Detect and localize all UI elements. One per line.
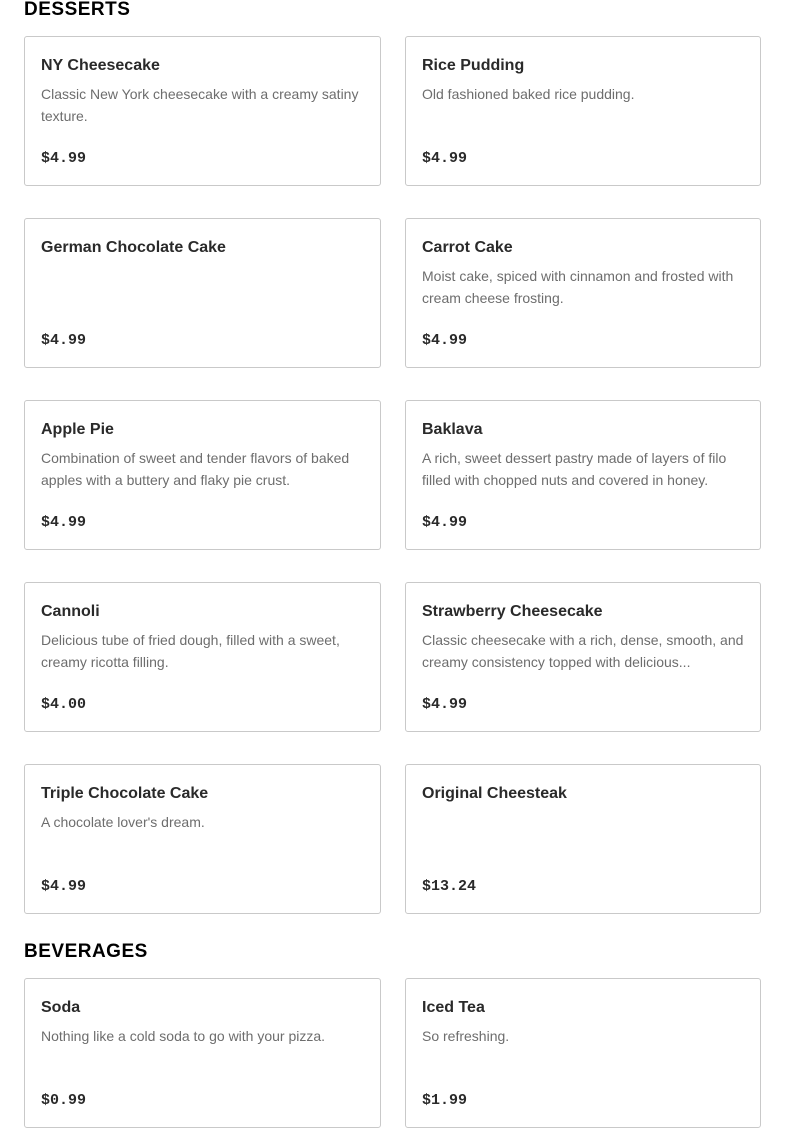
item-description: A rich, sweet dessert pastry made of layers of filo filled with chopped nuts and covered in honey. [422, 450, 727, 488]
item-price: $4.99 [41, 332, 87, 349]
item-price: $4.99 [41, 514, 87, 531]
item-name: NY Cheesecake [41, 57, 160, 74]
menu-item-card[interactable] [24, 764, 381, 914]
item-name: Soda [41, 999, 81, 1016]
item-price: $13.24 [422, 878, 477, 895]
item-name: Rice Pudding [422, 57, 525, 74]
menu-item-card[interactable] [405, 218, 761, 368]
item-name: Cannoli [41, 603, 100, 620]
menu-item-card[interactable] [24, 582, 381, 732]
item-name: Strawberry Cheesecake [422, 603, 603, 620]
item-name: German Chocolate Cake [41, 239, 226, 256]
menu-item-card[interactable] [405, 36, 761, 186]
item-price: $4.99 [422, 514, 468, 531]
item-description: Classic cheesecake with a rich, dense, smooth, and creamy consistency topped with delicious... [422, 632, 744, 670]
section-title-beverages: BEVERAGES [24, 941, 148, 962]
item-description: A chocolate lover's dream. [41, 814, 205, 830]
item-description: So refreshing. [422, 1028, 510, 1044]
item-price: $1.99 [422, 1092, 468, 1109]
item-description: Moist cake, spiced with cinnamon and frosted with cream cheese frosting. [422, 268, 734, 306]
item-price: $4.99 [422, 150, 468, 167]
item-description: Old fashioned baked rice pudding. [422, 86, 635, 102]
item-price: $4.99 [41, 150, 87, 167]
menu-item-card[interactable] [405, 978, 761, 1128]
menu-item-card[interactable] [405, 582, 761, 732]
item-name: Triple Chocolate Cake [41, 785, 209, 802]
item-description: Nothing like a cold soda to go with your pizza. [41, 1028, 326, 1044]
item-price: $4.99 [422, 696, 468, 713]
menu-item-card[interactable] [24, 218, 381, 368]
item-name: Iced Tea [422, 999, 485, 1016]
item-description: Classic New York cheesecake with a creamy satiny texture. [41, 86, 359, 124]
item-description: Delicious tube of fried dough, filled with a sweet, creamy ricotta filling. [41, 632, 340, 670]
beverages-grid [24, 978, 761, 1128]
item-name: Baklava [422, 421, 483, 438]
section-title-desserts: DESSERTS [24, 0, 131, 20]
item-price: $0.99 [41, 1092, 87, 1109]
desserts-grid [24, 36, 761, 914]
item-name: Original Cheesteak [422, 785, 567, 802]
item-name: Carrot Cake [422, 239, 513, 256]
item-price: $4.99 [41, 878, 87, 895]
menu-item-card[interactable] [405, 764, 761, 914]
menu-item-card[interactable] [24, 36, 381, 186]
menu-item-card[interactable] [405, 400, 761, 550]
item-price: $4.99 [422, 332, 468, 349]
menu-item-card[interactable] [24, 400, 381, 550]
item-price: $4.00 [41, 696, 87, 713]
item-description: Combination of sweet and tender flavors of baked apples with a buttery and flaky pie crust. [41, 450, 350, 488]
item-name: Apple Pie [41, 421, 114, 438]
menu-item-card[interactable] [24, 978, 381, 1128]
